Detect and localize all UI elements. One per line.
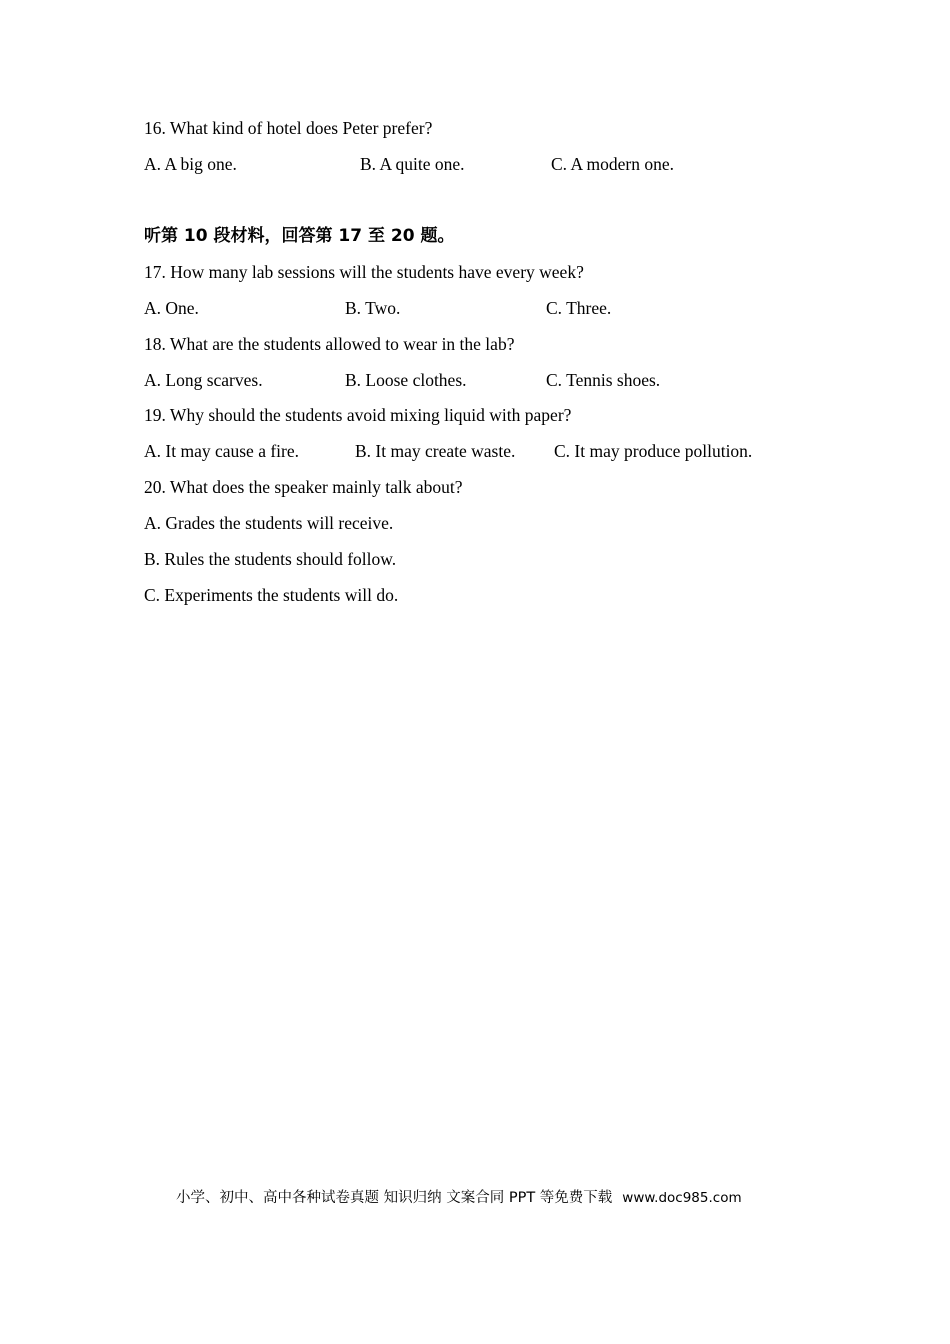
question-16: 16. What kind of hotel does Peter prefer? [144,118,433,138]
q16-option-b: B. A quite one. [360,154,465,174]
q16-option-a: A. A big one. [144,154,237,174]
question-19: 19. Why should the students avoid mixing liquid with paper? [144,405,572,425]
q18-option-c: C. Tennis shoes. [546,370,661,390]
footer-link[interactable]: www.doc985.com [622,1190,742,1206]
section-heading: 听第 10 段材料，回答第 17 至 20 题。 [144,226,455,246]
q17-option-c: C. Three. [546,298,612,318]
q20-option-b: B. Rules the students should follow. [144,549,397,569]
q18-option-b: B. Loose clothes. [345,370,467,390]
question-20: 20. What does the speaker mainly talk about? [144,477,463,497]
q18-option-a: A. Long scarves. [144,370,263,390]
q20-option-c: C. Experiments the students will do. [144,585,399,605]
q19-option-b: B. It may create waste. [355,441,516,461]
q20-option-a: A. Grades the students will receive. [144,513,394,533]
page-footer [176,1187,742,1209]
q17-option-b: B. Two. [345,298,401,318]
question-17: 17. How many lab sessions will the students have every week? [144,262,584,282]
footer-text: 小学、初中、高中各种试卷真题 知识归纳 文案合同 PPT 等免费下载 [176,1190,613,1206]
q19-option-a: A. It may cause a fire. [144,441,299,461]
question-18: 18. What are the students allowed to wear in the lab? [144,334,515,354]
q17-option-a: A. One. [144,298,199,318]
q16-option-c: C. A modern one. [551,154,674,174]
q19-option-c: C. It may produce pollution. [554,441,753,461]
